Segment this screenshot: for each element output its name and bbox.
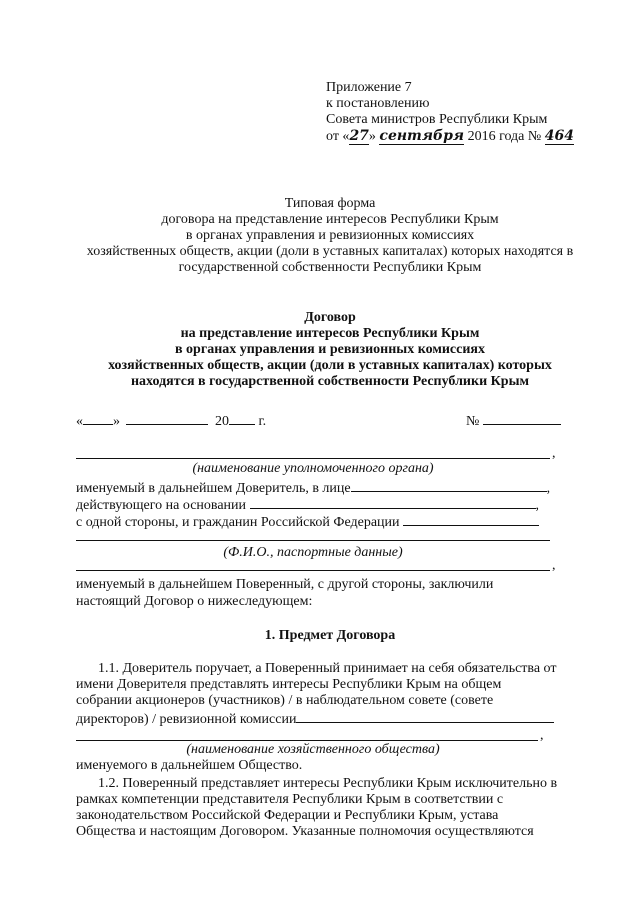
comma: , (552, 446, 556, 461)
person-blank[interactable] (76, 540, 550, 541)
month-blank[interactable] (126, 411, 208, 425)
principal-line: именуемый в дальнейшем Доверитель, в лице , (76, 478, 550, 497)
day-blank[interactable] (83, 411, 113, 425)
authority-blank[interactable] (76, 458, 550, 459)
comma-3: , (540, 728, 544, 743)
agreed-line: настоящий Договор о нижеследующем: (76, 594, 313, 609)
representative-blank[interactable] (351, 478, 547, 492)
handwritten-number: 464 (544, 128, 574, 144)
society-caption: (наименование хозяйственного общества) (186, 742, 440, 757)
contract-title: Договор на представление интересов Республики Крым в органах управления и ревизионных комиссиях хозяйственных обществ, акции (доли в уставных капиталах) которых находятся в государственной собственности Республики Крым (108, 310, 552, 389)
appendix-decree: к постановлению (326, 96, 430, 111)
date-row: « » 20 г. (76, 411, 586, 430)
section1-paragraph1: 1.1. Доверитель поручает, а Поверенный принимает на себя обязательства от имени Доверителя представлять интересы Республики Крым на общем собрании акционеров (участников) / в наблюдательном совете (совете директоров) / ревизионной комиссии (76, 661, 557, 727)
person-caption: (Ф.И.О., паспортные данные) (223, 545, 403, 560)
handwritten-month: сентября (379, 128, 465, 144)
appendix-council: Совета министров Республики Крым (326, 112, 548, 127)
attorney-line: именуемый в дальнейшем Поверенный, с другой стороны, заключили (76, 577, 494, 592)
year-blank[interactable] (229, 411, 255, 425)
appendix-date: от «27» сентября 2016 года № 464 (326, 128, 574, 144)
appendix-number: Приложение 7 (326, 80, 412, 95)
comma-2: , (552, 558, 556, 573)
contract-number: № (466, 411, 561, 430)
form-title: Типовая форма договора на представление интересов Республики Крым в органах управления и ревизионных комиссиях хозяйственных обществ, акции (доли в уставных капиталах) которых находятся в государственной собственности Республики Крым (86, 196, 574, 275)
commission-blank[interactable] (296, 709, 554, 723)
society-line: именуемого в дальнейшем Общество. (76, 758, 303, 773)
number-blank[interactable] (483, 411, 561, 425)
acting-line: действующего на основании , (76, 495, 539, 514)
person-blank-2[interactable] (76, 570, 550, 571)
citizen-blank[interactable] (403, 512, 539, 526)
appendix-block (326, 80, 626, 145)
society-blank[interactable] (76, 740, 538, 741)
section1-heading: 1. Предмет Договора (264, 628, 396, 643)
authority-caption: (наименование уполномоченного органа) (192, 461, 434, 476)
handwritten-day: 27 (349, 128, 369, 144)
section1-paragraph2: 1.2. Поверенный представляет интересы Республики Крым исключительно в рамках компетенции представителя Республики Крым в соответствии с законодательством Российской Федерации и Республики Крым, устава Общества и настоящим Договором. Указанные полномочия осуществляются (76, 776, 558, 839)
basis-blank[interactable] (250, 495, 536, 509)
one-side-line: с одной стороны, и гражданин Российской Федерации (76, 512, 539, 531)
